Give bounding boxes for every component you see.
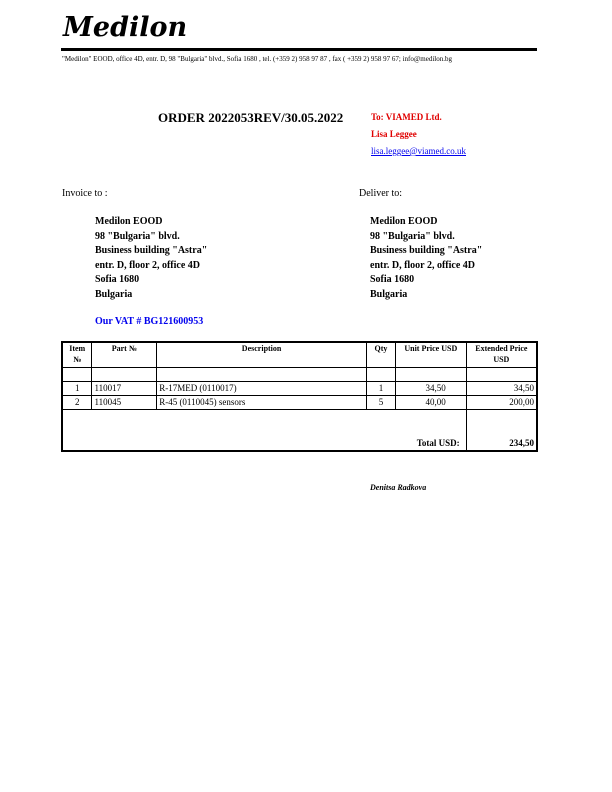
total-label: Total USD: (62, 410, 466, 452)
header-extended-price: Extended Price USD (466, 342, 537, 368)
invoice-address: Medilon EOOD 98 "Bulgaria" blvd. Business building "Astra" entr. D, floor 2, office 4D Sofia 1680 Bulgaria (95, 216, 208, 300)
header-qty: Qty (366, 342, 395, 368)
header-description: Description (157, 342, 367, 368)
delivery-address: Medilon EOOD 98 "Bulgaria" blvd. Business building "Astra" entr. D, floor 2, office 4D Sofia 1680 Bulgaria (370, 216, 483, 300)
recipient-email-link[interactable]: lisa.leggee@viamed.co.uk (371, 146, 467, 156)
table-total-row (62, 410, 537, 452)
table-row: 2 110045 R-45 (0110045) sensors 5 40,00 200,00 (62, 396, 537, 410)
order-items-table (61, 341, 538, 452)
header-rule (61, 48, 537, 51)
total-value: 234,50 (466, 410, 537, 452)
table-spacer-row (62, 368, 537, 382)
vat-number: Our VAT # BG121600953 (95, 316, 204, 327)
company-address: "Medilon" EOOD, office 4D, entr. D, 98 "Bulgaria" blvd., Sofia 1680 , tel. (+359 2) 958 97 87 , fax ( +359 2) 958 97 67; info@medilon.bg (62, 55, 452, 63)
table-header-row (62, 342, 537, 368)
deliver-to-label: Deliver to: (359, 188, 403, 199)
header-part: Part № (92, 342, 157, 368)
recipient-name: Lisa Leggee (371, 129, 417, 139)
invoice-to-label: Invoice to : (62, 188, 108, 199)
table-row: 1 110017 R-17MED (0110017) 1 34,50 34,50 (62, 382, 537, 396)
header-item: Item № (62, 342, 92, 368)
header-unit-price: Unit Price USD (395, 342, 466, 368)
order-title: ORDER 2022053REV/30.05.2022 (158, 110, 344, 125)
signature-name: Denitsa Radkova (370, 483, 427, 492)
recipient-company: To: VIAMED Ltd. (371, 112, 442, 122)
company-logo: Medilon (63, 12, 188, 43)
